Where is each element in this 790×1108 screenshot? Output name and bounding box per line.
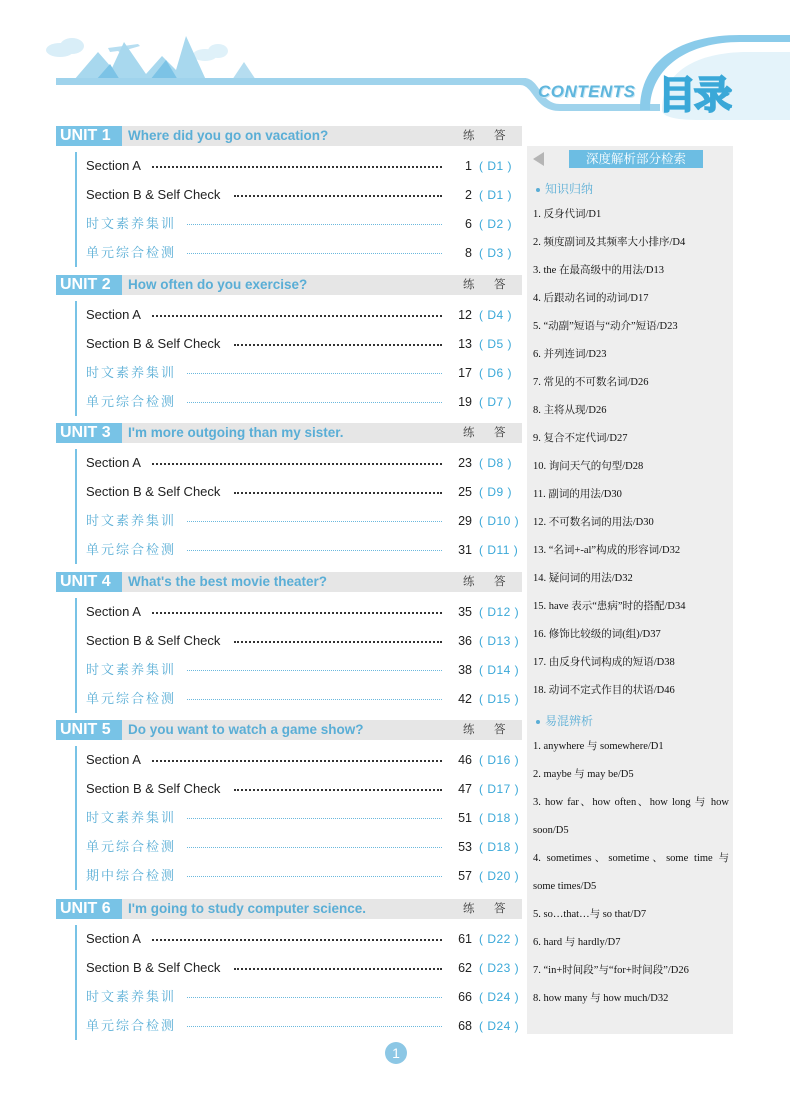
toc-entry-name: 单元综合检测	[86, 839, 177, 854]
unit-divider-line	[75, 152, 77, 267]
toc-entry[interactable]	[86, 929, 522, 949]
toc-entry-name: Section A	[86, 752, 141, 767]
column-label-practice: 练	[463, 724, 475, 736]
leader-dots	[234, 344, 442, 346]
arrow-icon	[533, 152, 544, 166]
answer-ref: ( D11 )	[479, 543, 519, 557]
unit-tag: UNIT 5	[56, 720, 122, 740]
unit-divider-line	[75, 925, 77, 1040]
page-ref: 12	[458, 308, 472, 322]
page-ref: 29	[458, 514, 472, 528]
page-ref: 66	[458, 990, 472, 1004]
page-ref: 19	[458, 395, 472, 409]
toc-entry[interactable]	[86, 511, 522, 531]
column-label-answer: 答	[494, 130, 506, 142]
leader-dots	[187, 253, 442, 254]
column-label-answer: 答	[494, 724, 506, 736]
toc-entry[interactable]	[86, 453, 522, 473]
answer-ref: ( D2 )	[479, 217, 512, 231]
answer-ref: ( D1 )	[479, 159, 512, 173]
page-ref: 57	[458, 869, 472, 883]
index-item[interactable]: 18. 动词不定式作目的状语/D46	[533, 685, 675, 696]
toc-entry-name: Section A	[86, 604, 141, 619]
bullet-dot-icon	[536, 720, 540, 724]
leader-dots	[152, 315, 442, 317]
leader-dots	[187, 550, 442, 551]
toc-entry[interactable]	[86, 808, 522, 828]
leader-dots	[234, 195, 442, 197]
column-label-practice: 练	[463, 427, 475, 439]
unit-title[interactable]: How often do you exercise?	[128, 277, 308, 292]
toc-entry-name: 期中综合检测	[86, 868, 177, 883]
toc-entry[interactable]	[86, 750, 522, 770]
toc-entry[interactable]	[86, 602, 522, 622]
column-label-answer: 答	[494, 903, 506, 915]
index-panel	[527, 146, 733, 1034]
toc-entry-name: Section B & Self Check	[86, 781, 221, 796]
index-item[interactable]: 8. how many 与 how much/D32	[533, 993, 669, 1004]
page-header	[0, 0, 790, 130]
index-item[interactable]: 13. “名词+-al”构成的形容词/D32	[533, 545, 681, 556]
toc-entry-name: Section B & Self Check	[86, 484, 221, 499]
leader-dots	[152, 166, 442, 168]
toc-entry[interactable]	[86, 214, 522, 234]
page-ref: 53	[458, 840, 472, 854]
unit-divider-line	[75, 746, 77, 890]
answer-ref: ( D9 )	[479, 485, 512, 499]
toc-entry-name: 单元综合检测	[86, 542, 177, 557]
answer-ref: ( D20 )	[479, 869, 520, 883]
unit-tag: UNIT 1	[56, 126, 122, 146]
answer-ref: ( D24 )	[479, 990, 520, 1004]
page-ref: 6	[465, 217, 472, 231]
toc-entry[interactable]	[86, 540, 522, 560]
leader-dots	[152, 463, 442, 465]
column-label-answer: 答	[494, 279, 506, 291]
answer-ref: ( D17 )	[479, 782, 520, 796]
answer-ref: ( D4 )	[479, 308, 512, 322]
unit-divider-line	[75, 449, 77, 564]
index-item[interactable]: 1. 反身代词/D1	[533, 209, 602, 220]
toc-entry-name: 单元综合检测	[86, 691, 177, 706]
column-label-practice: 练	[463, 576, 475, 588]
index-item[interactable]: 5. so…that…与 so that/D7	[533, 909, 647, 920]
page-ref: 42	[458, 692, 472, 706]
index-item[interactable]: 6. 并列连词/D23	[533, 349, 607, 360]
leader-dots	[187, 997, 442, 998]
toc-entry[interactable]	[86, 1016, 522, 1036]
toc-entry-name: Section B & Self Check	[86, 633, 221, 648]
index-item[interactable]: 8. 主将从现/D26	[533, 405, 607, 416]
page-ref: 36	[458, 634, 472, 648]
answer-ref: ( D6 )	[479, 366, 512, 380]
column-label-practice: 练	[463, 903, 475, 915]
toc-entry-name: 单元综合检测	[86, 245, 177, 260]
unit-divider-line	[75, 598, 77, 713]
index-section-title	[536, 712, 593, 729]
toc-entry[interactable]	[86, 305, 522, 325]
leader-dots	[187, 847, 442, 848]
page-ref: 51	[458, 811, 472, 825]
page-ref: 61	[458, 932, 472, 946]
unit-title[interactable]: I'm more outgoing than my sister.	[128, 425, 344, 440]
column-label-practice: 练	[463, 130, 475, 142]
unit-title[interactable]: Where did you go on vacation?	[128, 128, 329, 143]
toc-entry[interactable]	[86, 185, 522, 205]
toc-entry-name: 时文素养集训	[86, 513, 177, 528]
page-ref: 17	[458, 366, 472, 380]
page-title: 目录	[658, 75, 731, 117]
answer-ref: ( D3 )	[479, 246, 512, 260]
toc-entry-name: 时文素养集训	[86, 662, 177, 677]
toc-entry-name: 时文素养集训	[86, 216, 177, 231]
leader-dots	[187, 818, 442, 819]
index-section-label: 易混辨析	[545, 714, 594, 728]
column-label-answer: 答	[494, 427, 506, 439]
unit-title[interactable]: I'm going to study computer science.	[128, 901, 366, 916]
unit-divider-line	[75, 301, 77, 416]
toc-entry-name: Section A	[86, 455, 141, 470]
leader-dots	[187, 670, 442, 671]
unit-tag: UNIT 3	[56, 423, 122, 443]
leader-dots	[187, 521, 442, 522]
page-ref: 23	[458, 456, 472, 470]
answer-ref: ( D22 )	[479, 932, 520, 946]
leader-dots	[234, 641, 442, 643]
index-item[interactable]: 11. 副词的用法/D30	[533, 489, 622, 500]
toc-entry[interactable]	[86, 779, 522, 799]
leader-dots	[234, 968, 442, 970]
bullet-dot-icon	[536, 188, 540, 192]
toc-entry-name: 时文素养集训	[86, 365, 177, 380]
index-item[interactable]: 16. 修饰比较级的词(组)/D37	[533, 629, 661, 640]
contents-label: CONTENTS	[538, 82, 636, 101]
answer-ref: ( D13 )	[479, 634, 520, 648]
page-ref: 13	[458, 337, 472, 351]
index-item[interactable]: 4. 后跟动名词的动词/D17	[533, 293, 649, 304]
toc-entry-name: 时文素养集训	[86, 810, 177, 825]
leader-dots	[234, 789, 442, 791]
page-ref: 38	[458, 663, 472, 677]
answer-ref: ( D5 )	[479, 337, 512, 351]
index-item[interactable]: 7. “in+时间段”与“for+时间段”/D26	[533, 965, 689, 976]
toc-entry[interactable]	[86, 689, 522, 709]
unit-tag: UNIT 2	[56, 275, 122, 295]
leader-dots	[152, 939, 442, 941]
page-ref: 25	[458, 485, 472, 499]
answer-ref: ( D24 )	[479, 1019, 520, 1033]
page-ref: 46	[458, 753, 472, 767]
leader-dots	[187, 1026, 442, 1027]
index-item[interactable]: 2. maybe 与 may be/D5	[533, 769, 634, 780]
answer-ref: ( D23 )	[479, 961, 520, 975]
page-ref: 31	[458, 543, 472, 557]
index-item[interactable]: 3. the 在最高级中的用法/D13	[533, 265, 664, 276]
answer-ref: ( D14 )	[479, 663, 520, 677]
unit-title[interactable]: Do you want to watch a game show?	[128, 722, 364, 737]
answer-ref: ( D7 )	[479, 395, 512, 409]
leader-dots	[187, 373, 442, 374]
toc-entry[interactable]	[86, 987, 522, 1007]
index-item[interactable]: 5. “动副”短语与“动介”短语/D23	[533, 321, 678, 332]
toc-entry[interactable]	[86, 866, 522, 886]
leader-dots	[152, 612, 442, 614]
index-section-label: 知识归纳	[545, 182, 594, 196]
index-item[interactable]: 3. how far、how often、how long 与 how soon/D5	[533, 797, 729, 836]
leader-dots	[187, 224, 442, 225]
unit-tag: UNIT 4	[56, 572, 122, 592]
index-item[interactable]: 10. 询问天气的句型/D28	[533, 461, 644, 472]
leader-dots	[187, 699, 442, 700]
page-number: 1	[385, 1042, 407, 1064]
page-ref: 47	[458, 782, 472, 796]
toc-entry-name: 单元综合检测	[86, 1018, 177, 1033]
index-item[interactable]: 7. 常见的不可数名词/D26	[533, 377, 649, 388]
column-label-practice: 练	[463, 279, 475, 291]
answer-ref: ( D18 )	[479, 811, 520, 825]
index-item[interactable]: 14. 疑问词的用法/D32	[533, 573, 633, 584]
index-item[interactable]: 6. hard 与 hardly/D7	[533, 937, 621, 948]
column-label-answer: 答	[494, 576, 506, 588]
index-item[interactable]: 9. 复合不定代词/D27	[533, 433, 628, 444]
index-section-title	[536, 180, 593, 197]
toc-entry[interactable]	[86, 660, 522, 680]
page-ref: 2	[465, 188, 472, 202]
toc-entry[interactable]	[86, 837, 522, 857]
toc-entry-name: Section B & Self Check	[86, 336, 221, 351]
page-ref: 35	[458, 605, 472, 619]
page-ref: 1	[465, 159, 472, 173]
toc-entry[interactable]	[86, 392, 522, 412]
toc-entry[interactable]	[86, 156, 522, 176]
answer-ref: ( D18 )	[479, 840, 520, 854]
toc-entry-name: Section A	[86, 307, 141, 322]
unit-tag: UNIT 6	[56, 899, 122, 919]
leader-dots	[187, 402, 442, 403]
page-ref: 68	[458, 1019, 472, 1033]
toc-entry[interactable]	[86, 243, 522, 263]
toc-entry-name: Section A	[86, 931, 141, 946]
toc-entry-name: Section B & Self Check	[86, 960, 221, 975]
unit-title[interactable]: What's the best movie theater?	[128, 574, 327, 589]
index-item[interactable]: 4. sometimes、sometime、some time 与 some times/D5	[533, 853, 729, 892]
toc-entry-name: Section A	[86, 158, 141, 173]
leader-dots	[234, 492, 442, 494]
leader-dots	[152, 760, 442, 762]
leader-dots	[187, 876, 442, 877]
toc-entry-name: 单元综合检测	[86, 394, 177, 409]
toc-entry[interactable]	[86, 363, 522, 383]
toc-entry[interactable]	[86, 334, 522, 354]
toc-entry[interactable]	[86, 631, 522, 651]
toc-entry[interactable]	[86, 958, 522, 978]
answer-ref: ( D10 )	[479, 514, 520, 528]
answer-ref: ( D15 )	[479, 692, 520, 706]
page-ref: 62	[458, 961, 472, 975]
index-title: 深度解析部分检索	[569, 150, 703, 168]
answer-ref: ( D16 )	[479, 753, 520, 767]
toc-entry-name: 时文素养集训	[86, 989, 177, 1004]
toc-entry[interactable]	[86, 482, 522, 502]
answer-ref: ( D1 )	[479, 188, 512, 202]
answer-ref: ( D12 )	[479, 605, 520, 619]
index-item[interactable]: 17. 由反身代词构成的短语/D38	[533, 657, 675, 668]
answer-ref: ( D8 )	[479, 456, 512, 470]
index-item[interactable]: 1. anywhere 与 somewhere/D1	[533, 741, 664, 752]
index-item[interactable]: 12. 不可数名词的用法/D30	[533, 517, 654, 528]
toc-entry-name: Section B & Self Check	[86, 187, 221, 202]
index-item[interactable]: 15. have 表示“患病”时的搭配/D34	[533, 601, 686, 612]
page-ref: 8	[465, 246, 472, 260]
index-item[interactable]: 2. 频度副词及其频率大小排序/D4	[533, 237, 686, 248]
